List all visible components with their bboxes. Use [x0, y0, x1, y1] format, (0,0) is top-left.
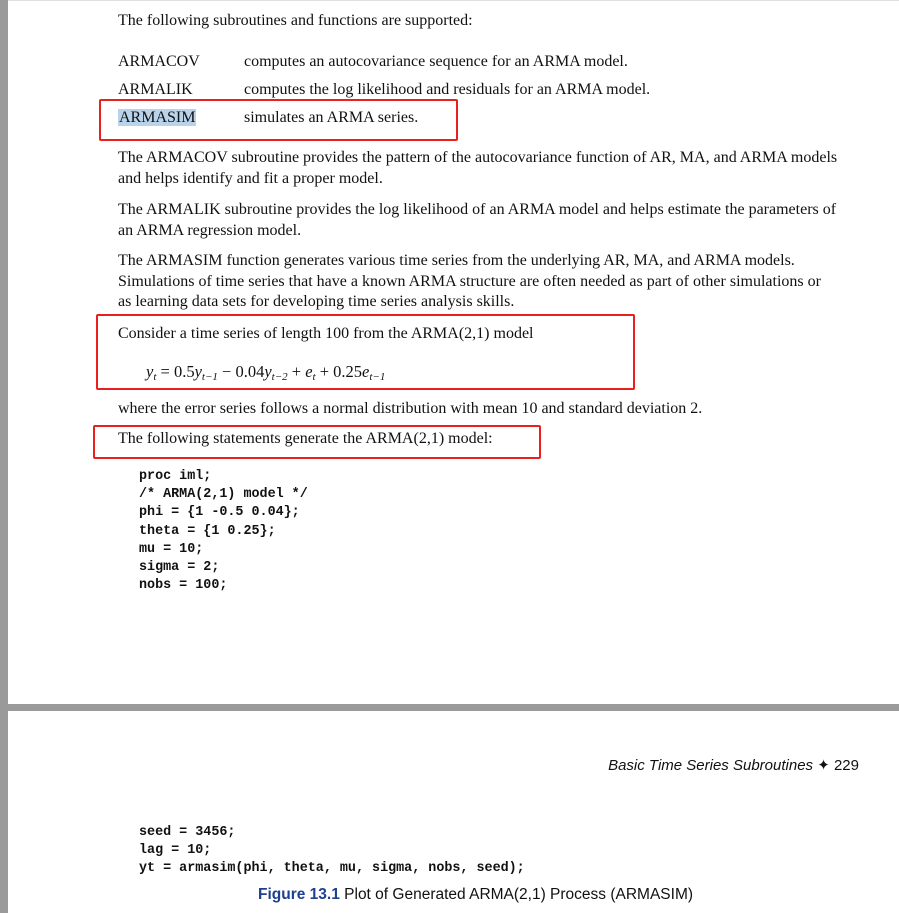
figure-caption [258, 886, 693, 904]
figure-caption-text: Plot of Generated ARMA(2,1) Process (ARMASIM) [344, 886, 694, 903]
document-page-1 [8, 0, 899, 704]
paragraph-armalik: The ARMALIK subroutine provides the log likelihood of an ARMA model and helps estimate the parameters of an ARMA regression model. [118, 201, 837, 239]
function-desc-armalik: computes the log likelihood and residuals for an ARMA model. [244, 81, 651, 98]
code-block-2: seed = 3456; lag = 10; yt = armasim(phi, theta, mu, sigma, nobs, seed); [139, 825, 525, 877]
eq-e2: e [362, 362, 370, 381]
function-name-armacov: ARMACOV [118, 53, 200, 70]
figure-label: Figure 13.1 [258, 886, 340, 903]
statements-text: The following statements generate the ARMA(2,1) model: [118, 430, 493, 447]
error-series-text: where the error series follows a normal distribution with mean 10 and standard deviation 2. [118, 400, 703, 417]
eq-part-3: + [287, 362, 306, 381]
document-page-2 [8, 711, 899, 913]
function-desc-armasim: simulates an ARMA series. [244, 109, 419, 126]
eq-y2: y [264, 362, 272, 381]
eq-y2-sub: t−2 [271, 371, 288, 383]
eq-part-2: − 0.04 [217, 362, 265, 381]
function-desc-armacov: computes an autocovariance sequence for an ARMA model. [244, 53, 628, 70]
function-name-armalik: ARMALIK [118, 81, 193, 98]
eq-lhs: y [146, 362, 154, 381]
highlight-box-model [96, 314, 635, 390]
running-header [608, 756, 859, 774]
eq-e1-sub: t [312, 371, 316, 383]
eq-lhs-sub: t [153, 371, 157, 383]
eq-e2-sub: t−1 [369, 371, 386, 383]
diamond-icon: ✦ [817, 757, 830, 774]
header-title: Basic Time Series Subroutines [608, 757, 814, 774]
page-number: 229 [833, 757, 859, 774]
eq-e1: e [305, 362, 313, 381]
eq-part-4: + 0.25 [315, 362, 363, 381]
highlight-box-statements [93, 425, 541, 459]
paragraph-armacov: The ARMACOV subroutine provides the pattern of the autocovariance function of AR, MA, and ARMA models and helps identify and fit a proper model. [118, 149, 838, 187]
paragraph-armasim: The ARMASIM function generates various time series from the underlying AR, MA, and ARMA models. Simulations of time series that have a known ARMA structure are often needed as part of other simulations or as learning data sets for developing time series analysis skills. [118, 252, 821, 310]
selected-text[interactable]: ARMASIM [119, 109, 196, 126]
highlight-box-armasim [99, 99, 458, 141]
code-block-1: proc iml; /* ARMA(2,1) model */ phi = {1 -0.5 0.04}; theta = {1 0.25}; mu = 10; sigma = 2; nobs = 100; [139, 469, 308, 594]
intro-text: The following subroutines and functions are supported: [118, 12, 473, 29]
consider-text: Consider a time series of length 100 from the ARMA(2,1) model [118, 325, 534, 342]
eq-y1: y [194, 362, 202, 381]
eq-y1-sub: t−1 [201, 371, 218, 383]
eq-part-1: = 0.5 [156, 362, 195, 381]
